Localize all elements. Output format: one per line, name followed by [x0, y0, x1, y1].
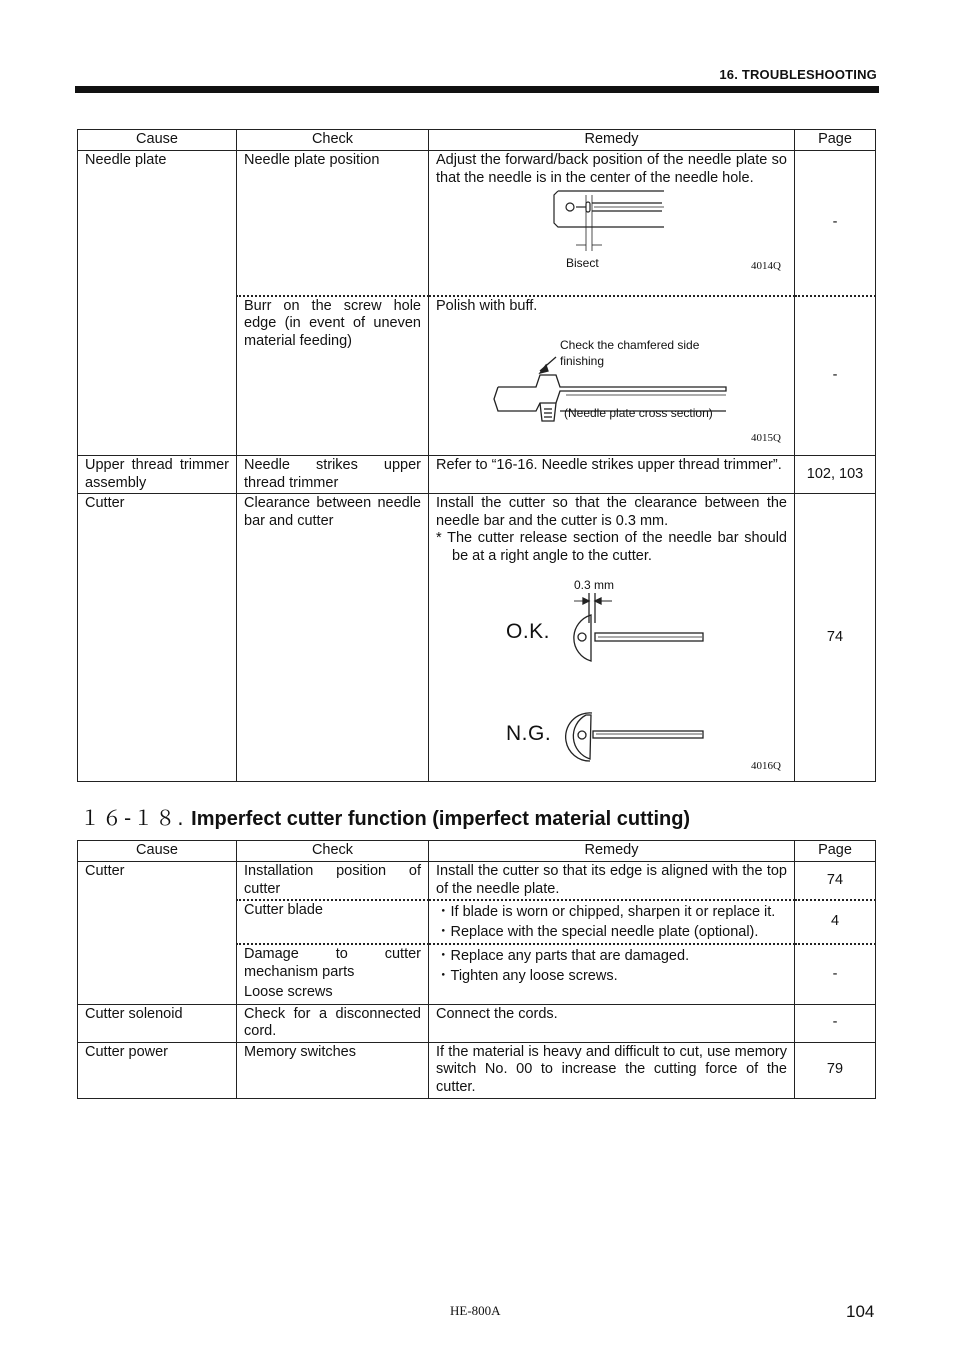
col-check: Check — [237, 841, 429, 862]
cause-cell: Needle plate — [78, 151, 237, 456]
check-cell: Installation position of cutter — [237, 862, 429, 901]
remedy-note: * The cutter release section of the needle bar should be at a right angle to the cutter. — [436, 530, 787, 564]
cutter-diagram — [436, 565, 788, 779]
section-heading — [80, 802, 690, 831]
col-remedy: Remedy — [429, 841, 795, 862]
ok-label: O.K. — [506, 620, 551, 643]
cross-section-caption: (Needle plate cross section) — [564, 406, 713, 420]
remedy-cell: Install the cutter so that its edge is aligned with the top of the needle plate. — [429, 862, 795, 901]
table-row — [78, 151, 876, 296]
page-number: 104 — [846, 1302, 875, 1321]
ng-label: N.G. — [506, 722, 552, 745]
col-check: Check — [237, 130, 429, 151]
running-header: 16. TROUBLESHOOTING — [719, 67, 877, 82]
table-row — [78, 862, 876, 901]
chamfer-label: Check the chamfered side finishing — [560, 338, 700, 368]
cutter-clearance-figure — [436, 565, 787, 779]
remedy-text: Adjust the forward/back position of the needle plate so that the needle is in the center of the needle hole. — [436, 152, 787, 186]
remedy-text: Install the cutter so that the clearance between the needle bar and the cutter is 0.3 mm. — [436, 495, 787, 529]
remedy-bullet: ・Replace with the special needle plate (optional). — [436, 924, 759, 940]
table-row — [78, 456, 876, 494]
cause-cell: Cutter solenoid — [78, 1004, 237, 1042]
check-text: Loose screws — [244, 984, 333, 1000]
col-page: Page — [795, 130, 876, 151]
cause-cell: Cutter power — [78, 1042, 237, 1098]
remedy-cell — [429, 900, 795, 944]
remedy-text: Polish with buff. — [436, 297, 538, 314]
cause-text: Upper thread trimmer assembly — [85, 457, 229, 491]
bisect-label: Bisect — [566, 256, 599, 270]
needle-hole-diagram — [436, 187, 788, 279]
page-cell: 74 — [795, 494, 876, 782]
table-header-row — [78, 130, 876, 151]
check-cell: Burr on the screw hole edge (in event of uneven material feeding) — [237, 296, 429, 456]
remedy-cell: Refer to “16-16. Needle strikes upper thread trimmer”. — [429, 456, 795, 494]
cause-cell: Cutter — [78, 862, 237, 1005]
section-number: １６-１８. — [80, 806, 186, 830]
check-cell: Memory switches — [237, 1042, 429, 1098]
col-page: Page — [795, 841, 876, 862]
page-cell: 102, 103 — [795, 456, 876, 494]
page-cell: - — [795, 296, 876, 456]
remedy-cell — [429, 151, 795, 296]
model-name: HE-800A — [450, 1303, 501, 1318]
page-cell: 4 — [795, 900, 876, 944]
remedy-cell: If the material is heavy and difficult to cut, use memory switch No. 00 to increase the cutting force of the cutter. — [429, 1042, 795, 1098]
needle-plate-cross-section-figure — [436, 315, 787, 451]
page-cell: - — [795, 1004, 876, 1042]
remedy-cell — [429, 494, 795, 782]
check-cell: Cutter blade — [237, 900, 429, 944]
remedy-cell — [429, 296, 795, 456]
clearance-dimension-label: 0.3 mm — [574, 578, 615, 592]
check-cell: Clearance between needle bar and cutter — [237, 494, 429, 782]
needle-plate-position-figure — [436, 187, 787, 279]
table-header-row — [78, 841, 876, 862]
table-row — [78, 1004, 876, 1042]
check-cell: Check for a disconnected cord. — [237, 1004, 429, 1042]
remedy-bullet: ・Replace any parts that are damaged. — [436, 948, 690, 964]
remedy-cell: Connect the cords. — [429, 1004, 795, 1042]
table-row — [78, 494, 876, 782]
check-cell: Needle plate position — [237, 151, 429, 296]
figure-code: 4014Q — [751, 259, 781, 272]
remedy-bullet: ・If blade is worn or chipped, sharpen it or replace it. — [436, 904, 776, 920]
remedy-bullet: ・Tighten any loose screws. — [436, 968, 618, 984]
section-title-text: Imperfect cutter function (imperfect material cutting) — [191, 808, 691, 830]
cause-cell — [78, 456, 237, 494]
figure-code: 4016Q — [751, 759, 781, 772]
figure-code: 4015Q — [751, 431, 781, 444]
cause-cell: Cutter — [78, 494, 237, 782]
col-cause: Cause — [78, 130, 237, 151]
page-cell: - — [795, 944, 876, 1004]
check-text: Damage to cutter mechanism parts — [244, 946, 421, 980]
col-remedy: Remedy — [429, 130, 795, 151]
check-cell — [237, 944, 429, 1004]
header-rule — [75, 86, 879, 93]
remedy-cell — [429, 944, 795, 1004]
page-cell: 79 — [795, 1042, 876, 1098]
page-cell: 74 — [795, 862, 876, 901]
troubleshooting-table-2 — [77, 840, 876, 1099]
cross-section-diagram — [436, 315, 788, 451]
troubleshooting-table-1 — [77, 129, 876, 782]
check-cell: Needle strikes upper thread trimmer — [237, 456, 429, 494]
col-cause: Cause — [78, 841, 237, 862]
table-row — [78, 1042, 876, 1098]
page-cell: - — [795, 151, 876, 296]
